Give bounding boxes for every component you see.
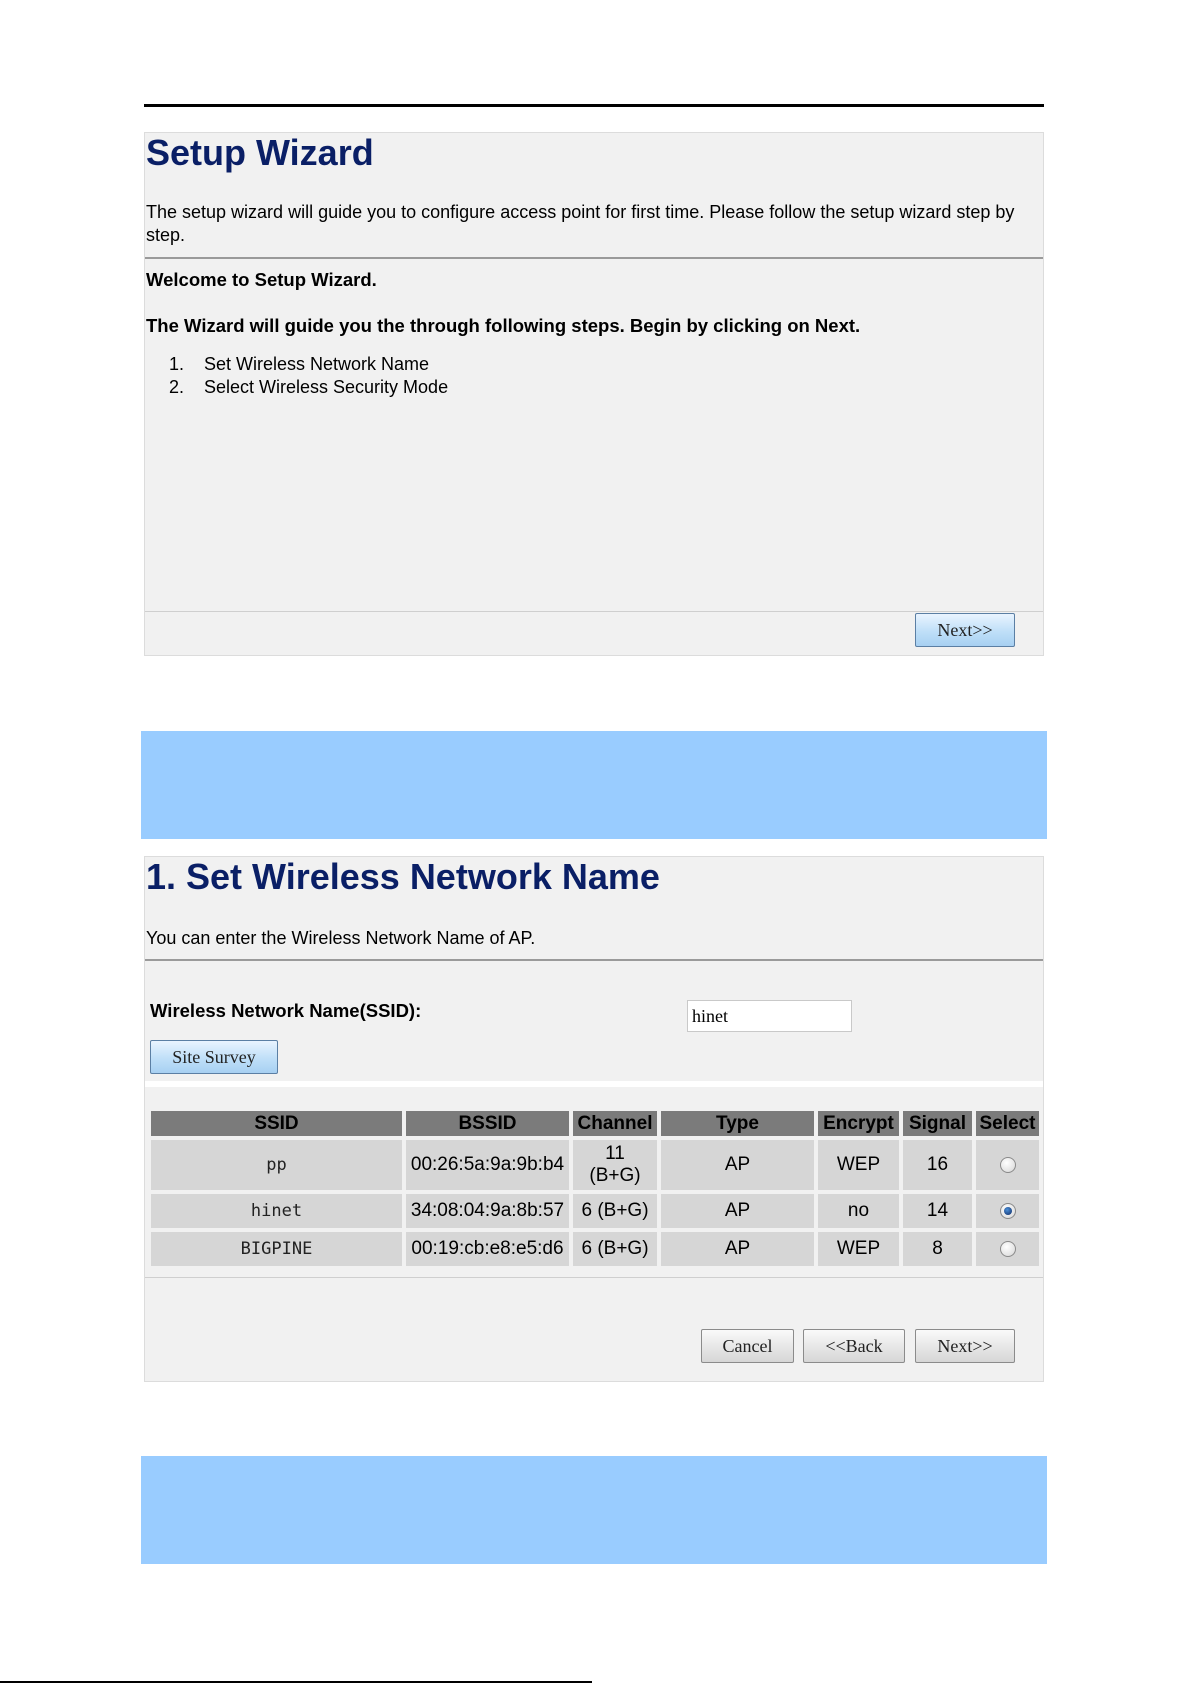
next-button[interactable]: Next>> <box>915 1329 1015 1363</box>
select-radio[interactable] <box>1000 1157 1016 1173</box>
cell-select <box>976 1194 1039 1228</box>
cell-signal: 8 <box>903 1232 972 1266</box>
welcome-text: Welcome to Setup Wizard. <box>146 269 377 290</box>
cell-encrypt: WEP <box>818 1232 899 1266</box>
cell-channel <box>573 1140 657 1190</box>
network-name-panel <box>144 856 1044 1382</box>
back-button[interactable]: <<Back <box>803 1329 905 1363</box>
ssid-input[interactable] <box>687 1000 852 1032</box>
cell-encrypt: WEP <box>818 1140 899 1190</box>
column-header-bssid: BSSID <box>406 1111 569 1136</box>
table-row <box>151 1140 1039 1190</box>
cell-channel: 6 (B+G) <box>573 1232 657 1266</box>
channel-band: (B+G) <box>589 1165 641 1186</box>
cell-bssid: 00:19:cb:e8:e5:d6 <box>406 1232 569 1266</box>
header-divider <box>145 257 1043 259</box>
section-title: 1. Set Wireless Network Name <box>146 856 660 897</box>
step-number: 2. <box>169 377 185 397</box>
cell-encrypt: no <box>818 1194 899 1228</box>
intro-text: The Wizard will guide you the through following steps. Begin by clicking on Next. <box>146 315 861 336</box>
cell-signal: 16 <box>903 1140 972 1190</box>
column-header-signal: Signal <box>903 1111 972 1136</box>
cell-ssid: hinet <box>151 1194 402 1228</box>
table-separator <box>145 1081 1043 1087</box>
cell-bssid: 34:08:04:9a:8b:57 <box>406 1194 569 1228</box>
step-label: Set Wireless Network Name <box>204 354 430 374</box>
next-button[interactable]: Next>> <box>915 613 1015 647</box>
cell-channel: 6 (B+G) <box>573 1194 657 1228</box>
cell-select <box>976 1140 1039 1190</box>
steps-list <box>169 353 448 399</box>
wizard-description: The setup wizard will guide you to configure access point for first time. Please follow the setup wizard step by step. <box>146 202 1015 245</box>
list-item <box>169 376 448 399</box>
step-label: Select Wireless Security Mode <box>204 377 449 397</box>
caption-band <box>141 1456 1047 1564</box>
table-row <box>151 1232 1039 1266</box>
column-header-type: Type <box>661 1111 814 1136</box>
cell-type: AP <box>661 1140 814 1190</box>
cancel-button[interactable]: Cancel <box>701 1329 794 1363</box>
cell-select <box>976 1232 1039 1266</box>
cell-ssid: pp <box>151 1140 402 1190</box>
cell-signal: 14 <box>903 1194 972 1228</box>
cell-ssid: BIGPINE <box>151 1232 402 1266</box>
column-header-channel: Channel <box>573 1111 657 1136</box>
site-survey-table <box>147 1107 1043 1270</box>
cell-type: AP <box>661 1194 814 1228</box>
select-radio[interactable] <box>1000 1241 1016 1257</box>
column-header-select: Select <box>976 1111 1039 1136</box>
page-bottom-rule <box>0 1681 592 1683</box>
cell-bssid: 00:26:5a:9a:9b:b4 <box>406 1140 569 1190</box>
header-divider <box>145 959 1043 961</box>
site-survey-button[interactable]: Site Survey <box>150 1040 278 1074</box>
table-row <box>151 1194 1039 1228</box>
table-header-row <box>151 1111 1039 1136</box>
page-title: Setup Wizard <box>146 132 374 173</box>
section-description: You can enter the Wireless Network Name of AP. <box>146 928 536 948</box>
column-header-encrypt: Encrypt <box>818 1111 899 1136</box>
caption-band <box>141 731 1047 839</box>
footer-divider <box>145 1277 1043 1278</box>
select-radio[interactable] <box>1000 1203 1016 1219</box>
list-item <box>169 353 448 376</box>
channel-number: 11 <box>605 1143 625 1164</box>
page-top-rule <box>144 104 1044 107</box>
column-header-ssid: SSID <box>151 1111 402 1136</box>
cell-type: AP <box>661 1232 814 1266</box>
setup-wizard-panel <box>144 132 1044 656</box>
ssid-label: Wireless Network Name(SSID): <box>150 1000 422 1021</box>
step-number: 1. <box>169 354 185 374</box>
footer-divider <box>145 611 1043 612</box>
